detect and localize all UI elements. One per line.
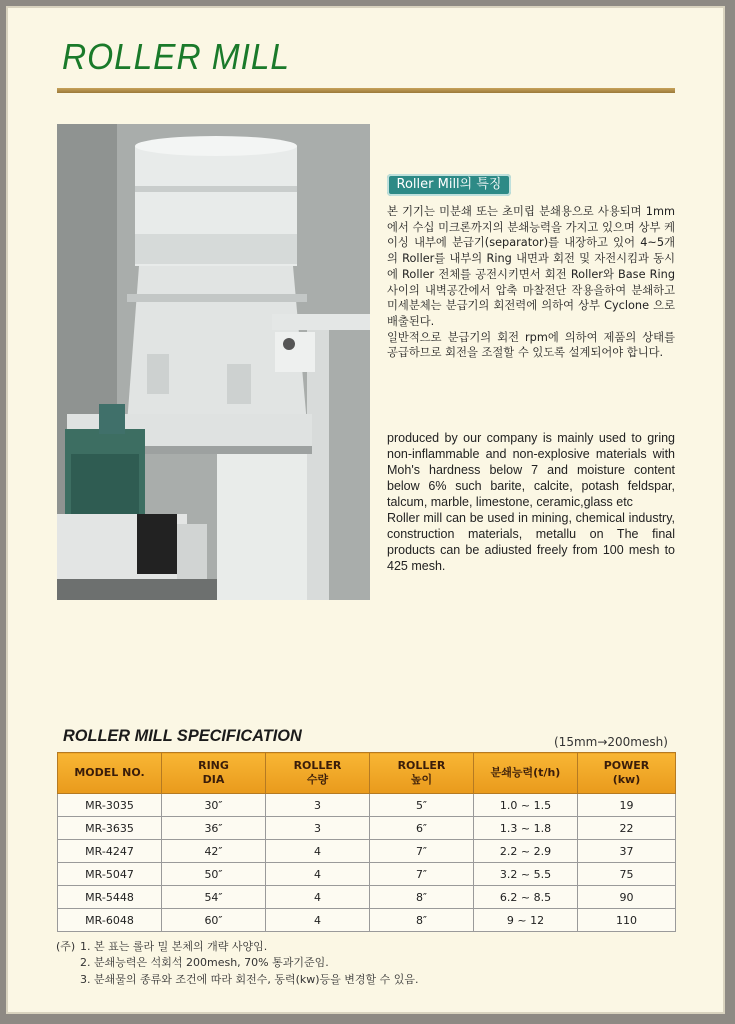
header-capacity: 분쇄능력(t/h) [474, 753, 578, 794]
korean-paragraph: 본 기기는 미분쇄 또는 초미립 분쇄용으로 사용되며 1mm에서 수십 미크론까지의 분쇄능력을 가지고 있으며 상부 케이싱 내부에 분급기(separator)를 내장하고 있어 4~5개의 Roller를 내부의 Ring 내면과 회전 및 자전시킴과 동시에 Roller 전체를 공전시키면서 회전 Roller와 Base Ring사이의 내벽공간에서 압축 마찰전단 작용을하여 분쇄하고 미세분체는 분급기의 회전력에 의하여 상부 Cyclone 으로 배출된다. [387, 205, 675, 328]
cell-ring-dia: 60″ [162, 909, 266, 932]
cell-ring-dia: 54″ [162, 886, 266, 909]
cell-roller-height: 8″ [370, 909, 474, 932]
cell-roller-height: 6″ [370, 817, 474, 840]
cell-ring-dia: 36″ [162, 817, 266, 840]
roller-mill-photo [57, 124, 370, 600]
cell-capacity: 9 ~ 12 [474, 909, 578, 932]
features-badge: Roller Mill의 특징 [387, 174, 511, 196]
korean-paragraph: 일반적으로 분급기의 회전 rpm에 의하여 제품의 상태를 공급하므로 회전을 조절할 수 있도록 설계되어야 합니다. [387, 330, 675, 360]
spec-title: ROLLER MILL SPECIFICATION [63, 726, 302, 745]
cell-model: MR-4247 [58, 840, 162, 863]
cell-roller-count: 4 [266, 840, 370, 863]
cell-capacity: 1.0 ~ 1.5 [474, 794, 578, 817]
cell-ring-dia: 42″ [162, 840, 266, 863]
note-item: 3. 분쇄물의 종류와 조건에 따라 회전수, 동력(kw)등을 변경할 수 있음. [80, 972, 419, 986]
cell-roller-count: 4 [266, 886, 370, 909]
spec-range: (15mm→200mesh) [554, 735, 668, 749]
header-roller-height: ROLLER 높이 [370, 753, 474, 794]
cell-ring-dia: 30″ [162, 794, 266, 817]
cell-roller-height: 8″ [370, 886, 474, 909]
notes-prefix: (주) [56, 940, 76, 953]
table-row [58, 817, 676, 840]
table-row [58, 886, 676, 909]
cell-roller-height: 5″ [370, 794, 474, 817]
cell-power: 90 [578, 886, 676, 909]
cell-ring-dia: 50″ [162, 863, 266, 886]
english-paragraph: Roller mill can be used in mining, chemical industry, construction materials, metallu on The final products can be adiusted freely from 100 mesh to 425 mesh. [387, 511, 675, 573]
cell-roller-count: 3 [266, 817, 370, 840]
cell-capacity: 2.2 ~ 2.9 [474, 840, 578, 863]
cell-power: 37 [578, 840, 676, 863]
header-model: MODEL NO. [58, 753, 162, 794]
cell-roller-count: 3 [266, 794, 370, 817]
cell-power: 22 [578, 817, 676, 840]
cell-model: MR-5047 [58, 863, 162, 886]
cell-model: MR-3035 [58, 794, 162, 817]
note-item: 1. 본 표는 롤라 밀 본체의 개략 사양임. [80, 940, 268, 953]
header-roller-count: ROLLER 수량 [266, 753, 370, 794]
korean-description [387, 204, 675, 361]
cell-capacity: 3.2 ~ 5.5 [474, 863, 578, 886]
header-power: POWER (kw) [578, 753, 676, 794]
english-description [387, 430, 675, 574]
spec-notes [56, 939, 419, 988]
note-item: 2. 분쇄능력은 석회석 200mesh, 70% 통과기준임. [80, 956, 329, 970]
cell-capacity: 6.2 ~ 8.5 [474, 886, 578, 909]
cell-roller-height: 7″ [370, 840, 474, 863]
table-row [58, 863, 676, 886]
page-title: ROLLER MILL [62, 36, 290, 77]
table-row [58, 840, 676, 863]
cell-model: MR-3635 [58, 817, 162, 840]
cell-model: MR-6048 [58, 909, 162, 932]
header-ring-dia: RING DIA [162, 753, 266, 794]
cell-model: MR-5448 [58, 886, 162, 909]
cell-roller-count: 4 [266, 863, 370, 886]
cell-power: 75 [578, 863, 676, 886]
english-paragraph: produced by our company is mainly used to gring non-inflammable and non-explosive materials with Moh's hardness below 7 and moisture content below 6% such barite, calcite, potash feldspar, talcum, marble, limestone, ceramic,glass etc [387, 431, 675, 509]
spec-table [57, 752, 676, 932]
spec-header-row [58, 753, 676, 794]
cell-roller-count: 4 [266, 909, 370, 932]
table-row [58, 909, 676, 932]
table-row [58, 794, 676, 817]
brochure-page [6, 6, 725, 1014]
cell-capacity: 1.3 ~ 1.8 [474, 817, 578, 840]
title-divider [57, 88, 675, 93]
cell-roller-height: 7″ [370, 863, 474, 886]
cell-power: 19 [578, 794, 676, 817]
cell-power: 110 [578, 909, 676, 932]
